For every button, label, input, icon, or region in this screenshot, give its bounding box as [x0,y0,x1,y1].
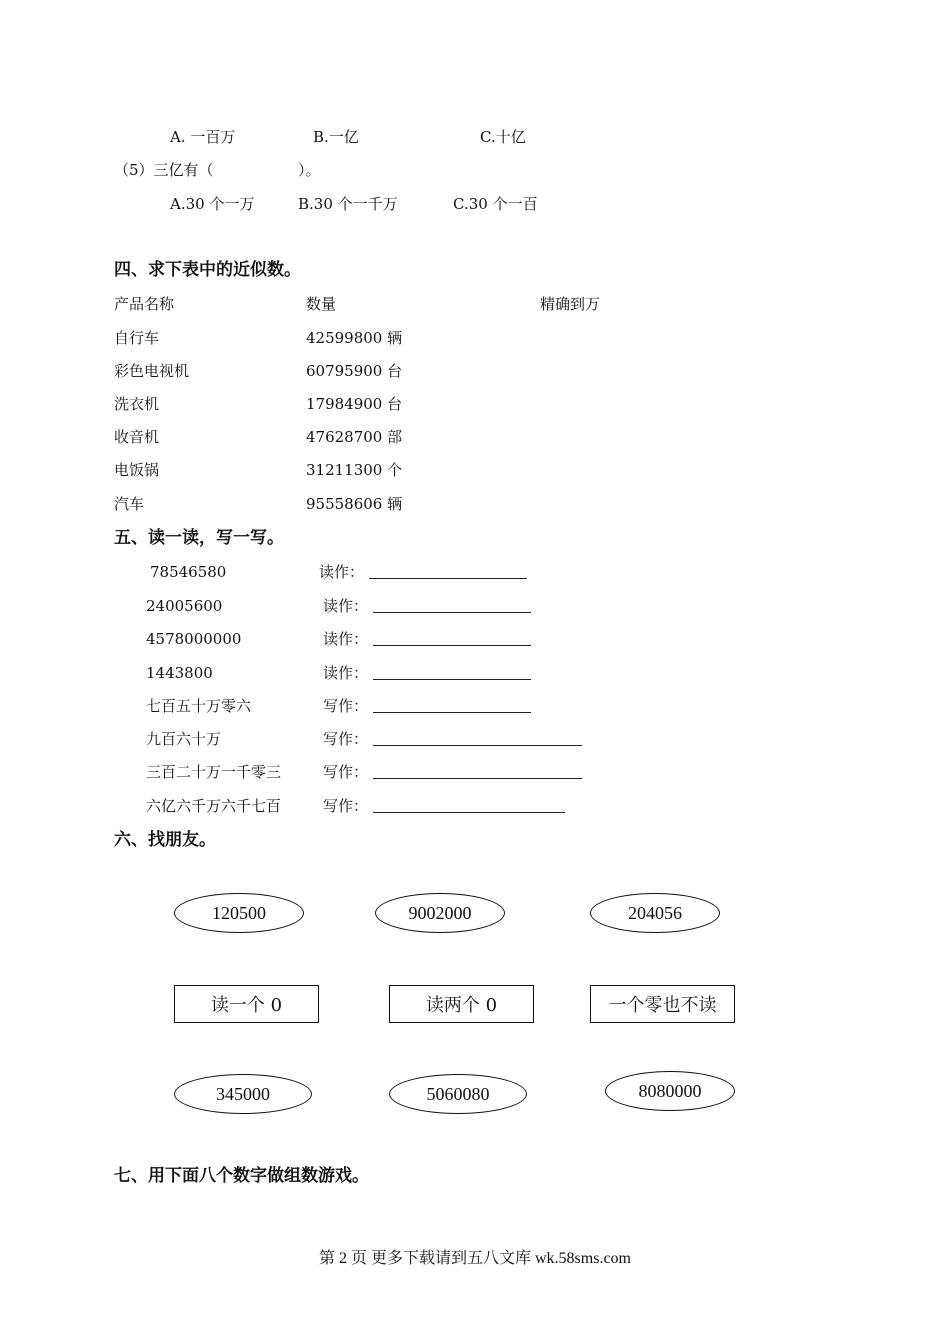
write-item-question: 三百二十万一千零三 [146,763,282,781]
row-qty: 95558606 辆 [306,495,403,513]
section4-title: 四、求下表中的近似数。 [114,260,301,280]
answer-blank[interactable] [373,812,565,813]
q4-option-b: B.一亿 [313,128,359,146]
read-two-zeros-box[interactable]: 读两个 0 [389,985,534,1023]
read-one-zero-box[interactable]: 读一个 0 [174,985,319,1023]
answer-blank[interactable] [373,778,582,779]
table-header-approx: 精确到万 [540,295,601,313]
read-item-label: 读作： [319,563,365,581]
read-item-label: 读作： [323,630,369,648]
row-qty: 31211300 个 [306,461,403,479]
number-oval-204056[interactable]: 204056 [590,893,720,933]
answer-blank[interactable] [373,712,531,713]
write-item-label: 写作： [323,730,369,748]
write-item-question: 九百六十万 [146,730,222,748]
row-qty: 60795900 台 [306,362,403,380]
answer-blank[interactable] [373,612,531,613]
row-name: 汽车 [114,495,145,513]
number-oval-5060080[interactable]: 5060080 [389,1074,527,1114]
answer-blank[interactable] [373,645,531,646]
answer-blank[interactable] [369,578,527,579]
q5-option-a: A.30 个一万 [170,195,255,213]
read-item-label: 读作： [323,597,369,615]
read-item-label: 读作： [323,664,369,682]
row-name: 收音机 [114,428,160,446]
row-name: 彩色电视机 [114,362,190,380]
read-item-question: 24005600 [146,597,223,615]
read-item-question: 4578000000 [146,630,242,648]
number-oval-9002000[interactable]: 9002000 [375,893,505,933]
read-item-question: 1443800 [146,664,213,682]
table-header-name: 产品名称 [114,295,175,313]
row-qty: 42599800 辆 [306,329,403,347]
number-oval-8080000[interactable]: 8080000 [605,1071,735,1111]
answer-blank[interactable] [373,745,582,746]
write-item-label: 写作： [323,697,369,715]
page-footer: 第 2 页 更多下载请到五八文库 wk.58sms.com [318,1250,631,1267]
number-oval-120500[interactable]: 120500 [174,893,304,933]
number-oval-345000[interactable]: 345000 [174,1074,312,1114]
answer-blank[interactable] [373,679,531,680]
write-item-label: 写作： [323,763,369,781]
q5-option-c: C.30 个一百 [453,195,538,213]
section7-title: 七、用下面八个数字做组数游戏。 [114,1166,369,1186]
row-qty: 47628700 部 [306,428,403,446]
write-item-question: 七百五十万零六 [146,697,252,715]
q5-close: ）。 [298,161,321,179]
write-item-label: 写作： [323,797,369,815]
section6-title: 六、找朋友。 [114,830,216,850]
section5-title: 五、读一读，写一写。 [114,528,284,548]
q4-option-c: C.十亿 [480,128,526,146]
q4-option-a: A. 一百万 [170,128,236,146]
q5-prompt: （5）三亿有（ [114,161,214,179]
read-no-zero-box[interactable]: 一个零也不读 [590,985,735,1023]
row-name: 电饭锅 [114,461,160,479]
row-name: 自行车 [114,329,160,347]
row-name: 洗衣机 [114,395,160,413]
q5-option-b: B.30 个一千万 [298,195,398,213]
table-header-qty: 数量 [306,295,337,313]
write-item-question: 六亿六千万六千七百 [146,797,282,815]
read-item-question: 78546580 [150,563,227,581]
row-qty: 17984900 台 [306,395,403,413]
